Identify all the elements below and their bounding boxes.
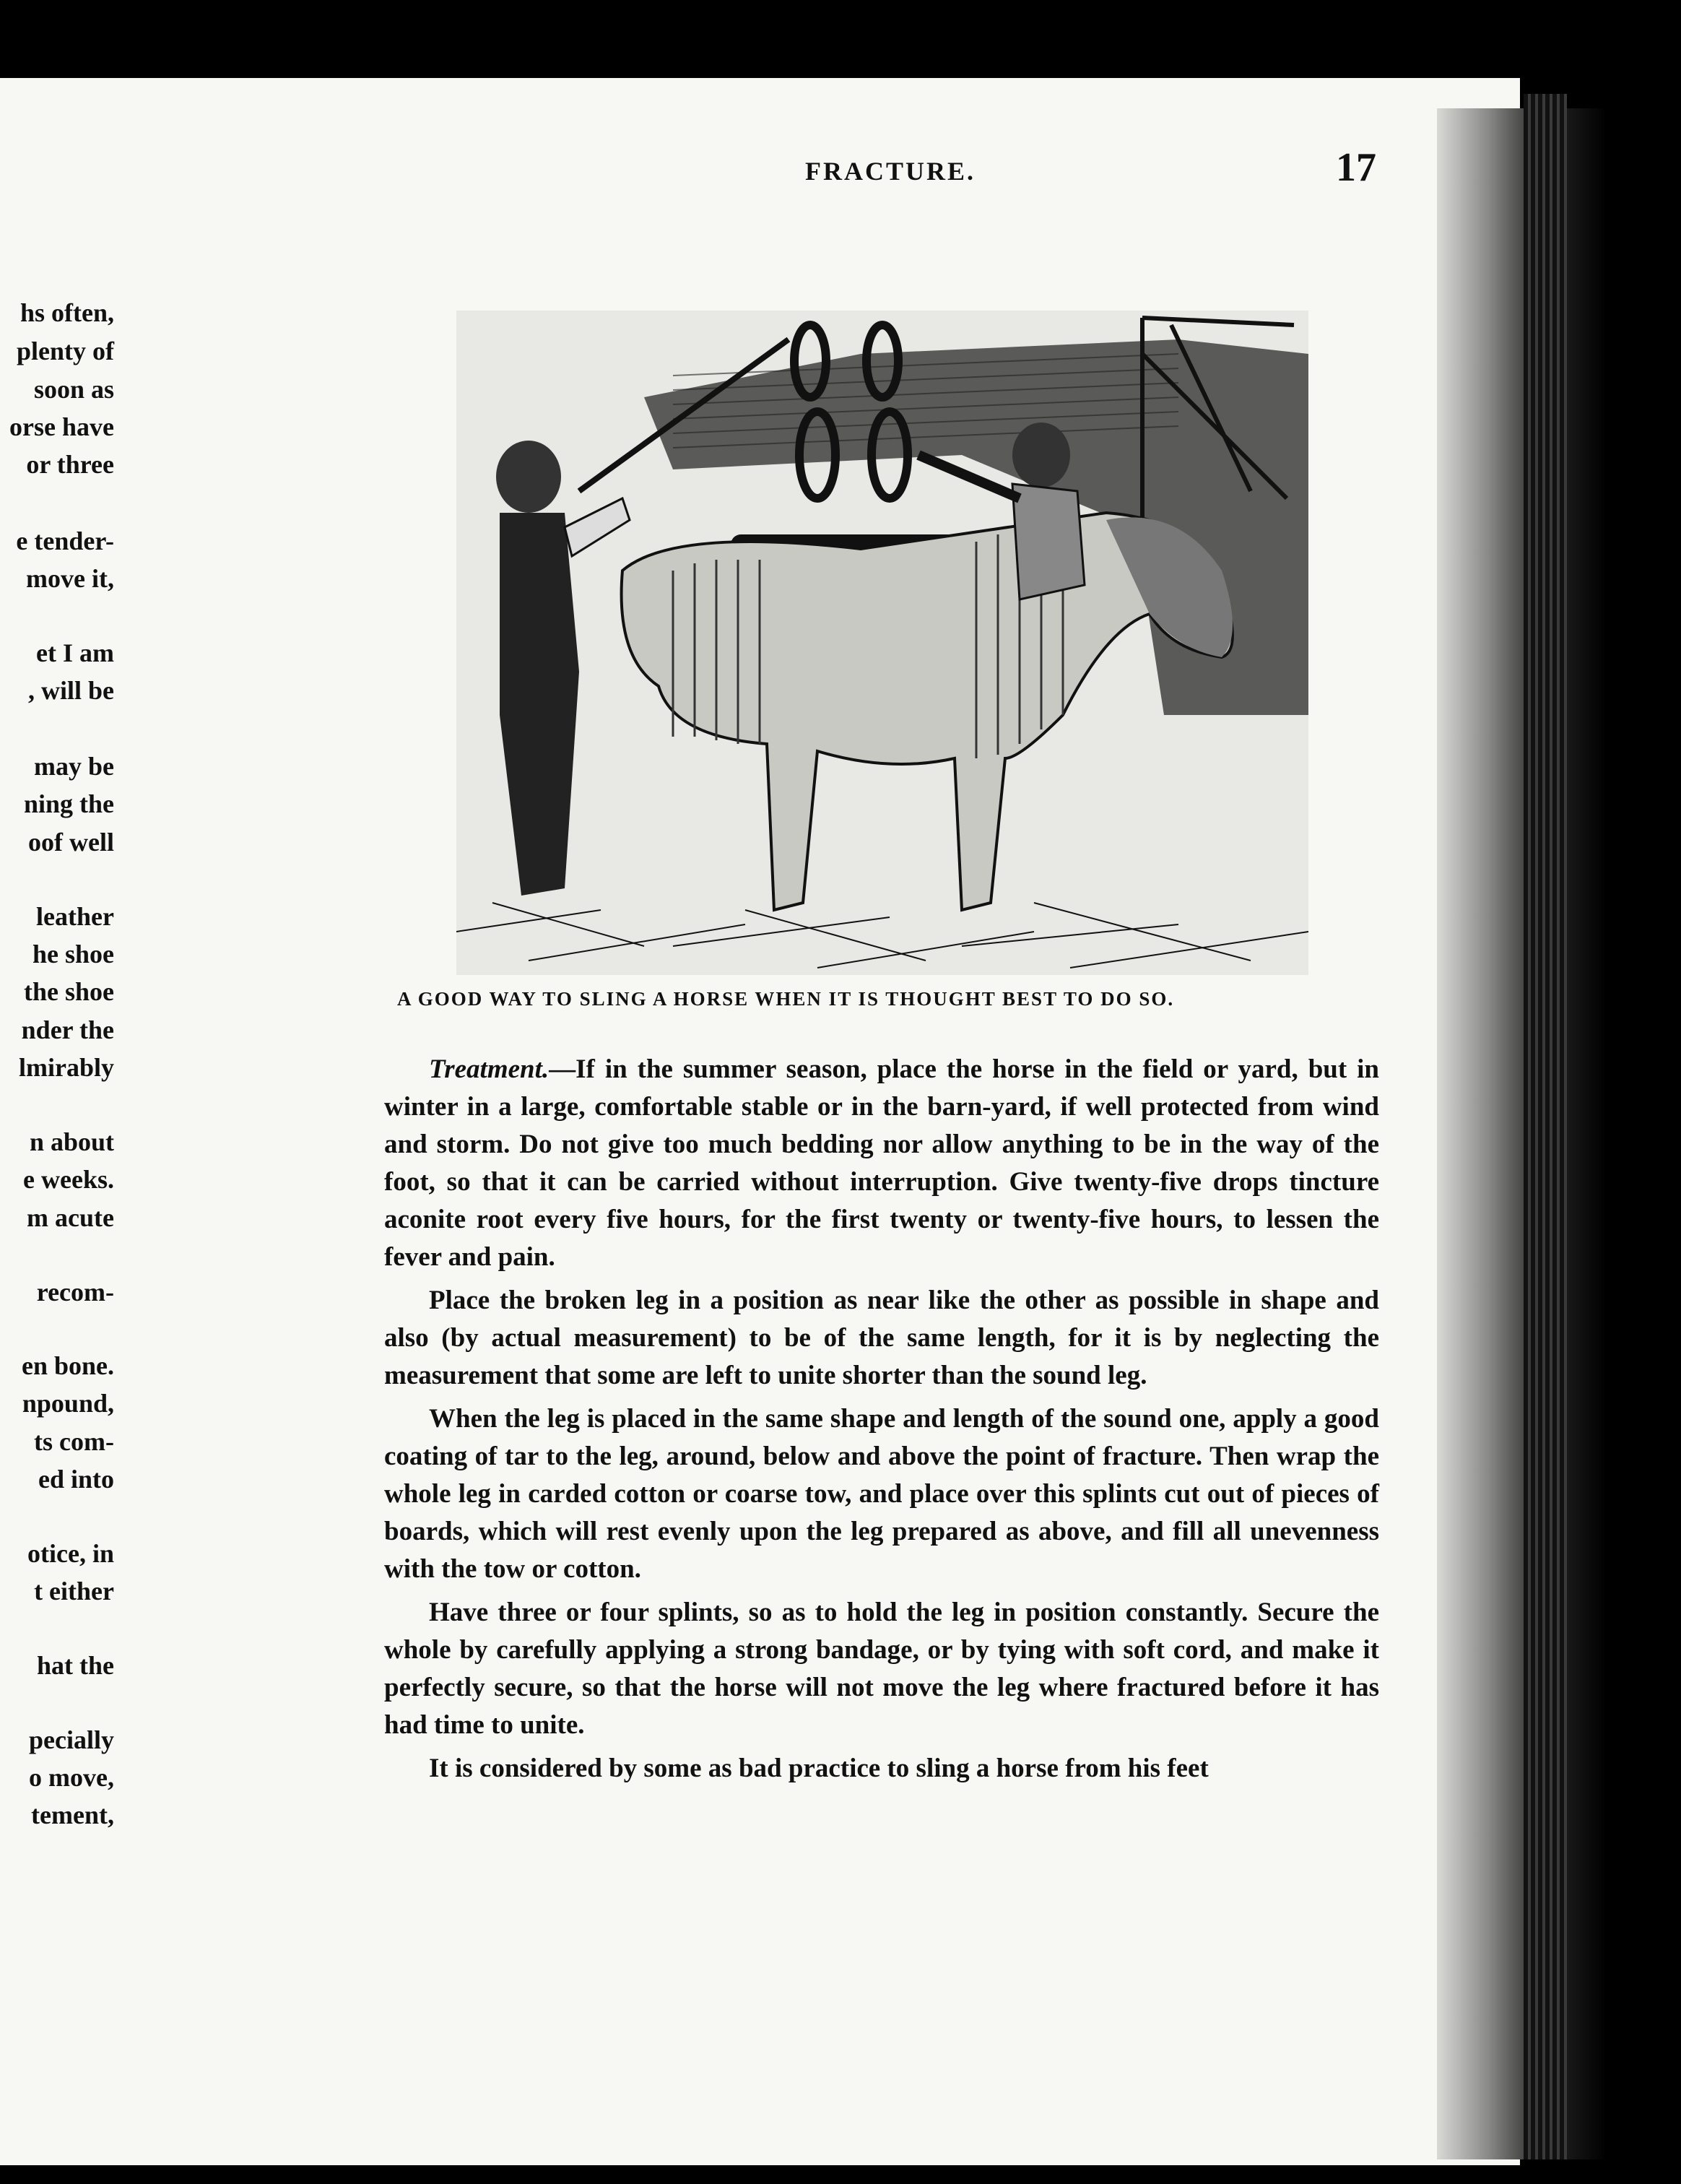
previous-page-line: , will be bbox=[27, 676, 114, 705]
previous-page-line: n about bbox=[29, 1127, 114, 1156]
previous-page-line: m acute bbox=[27, 1203, 114, 1232]
horse-sling-engraving bbox=[456, 311, 1308, 975]
body-text bbox=[384, 1051, 1379, 1793]
previous-page-line: pecially bbox=[29, 1725, 114, 1754]
previous-page-line: nder the bbox=[21, 1015, 114, 1044]
previous-page-line: he shoe bbox=[32, 940, 114, 968]
previous-page-line: en bone. bbox=[21, 1351, 114, 1380]
previous-page-line: et I am bbox=[36, 638, 114, 667]
previous-page-line: the shoe bbox=[24, 977, 114, 1006]
paragraph-apply-tar: When the leg is placed in the same shape and length of the sound one, apply a good coating of tar to the leg, around, below and above the point of fracture. Then wrap the whole leg in carded cotton or coarse tow, and place over this splints cut out of pieces of boards, which will rest evenly upon the leg prepared as above, and fill all unevenness with the tow or cotton. bbox=[384, 1404, 1379, 1584]
previous-page-line: oof well bbox=[28, 828, 114, 857]
previous-page-line: move it, bbox=[26, 564, 114, 593]
page-gutter-shadow bbox=[1437, 108, 1607, 2159]
previous-page-line: lmirably bbox=[19, 1053, 114, 1082]
running-head: FRACTURE. bbox=[805, 157, 976, 186]
previous-page-line: recom- bbox=[36, 1278, 114, 1306]
previous-page-line: hs often, bbox=[19, 298, 114, 327]
paragraph-sling: It is considered by some as bad practice to sling a horse from his feet bbox=[429, 1754, 1209, 1783]
previous-page-line: tement, bbox=[31, 1800, 114, 1829]
paragraph-place-leg: Place the broken leg in a position as near like the other as possible in shape and also (by actual measurement) to be of the same length, for it is by neglecting the measurement that some are left to unite shorter than the sound leg. bbox=[384, 1286, 1379, 1390]
previous-page-line: e weeks. bbox=[23, 1165, 114, 1194]
previous-page-line: o move, bbox=[29, 1763, 114, 1792]
previous-page-line: soon as bbox=[33, 375, 114, 404]
previous-page-line: plenty of bbox=[17, 337, 114, 365]
book-binding bbox=[1524, 94, 1567, 2159]
previous-page-line: orse have bbox=[9, 412, 114, 441]
paragraph-treatment bbox=[384, 1051, 1379, 1276]
previous-page-line: otice, in bbox=[27, 1539, 114, 1568]
previous-page-line: may be bbox=[34, 752, 114, 781]
treatment-text: —If in the summer season, place the horse in the field or yard, but in winter in a large, comfortable stable or in the barn-yard, if well protected from wind and storm. Do not give too much bedding nor allow anything to be in the way of the foot, so that it can be carried without interruption. Give twenty-five drops tincture aconite root every five hours, for the first twenty or twenty-five hours, to lessen the fever and pain. bbox=[384, 1054, 1379, 1272]
treatment-heading: Treatment. bbox=[429, 1054, 550, 1084]
page-number: 17 bbox=[1336, 145, 1376, 190]
previous-page-line: t either bbox=[34, 1577, 114, 1606]
previous-page-line: hat the bbox=[37, 1651, 114, 1680]
previous-page-line: ts com- bbox=[34, 1427, 114, 1456]
previous-page-line: or three bbox=[26, 450, 114, 479]
previous-page-line: npound, bbox=[22, 1389, 114, 1418]
illustration-caption: A GOOD WAY TO SLING A HORSE WHEN IT IS THOUGHT BEST TO DO SO. bbox=[397, 988, 1175, 1010]
previous-page-fragment bbox=[0, 0, 123, 2184]
previous-page-line: ning the bbox=[23, 789, 114, 818]
previous-page-line: leather bbox=[36, 902, 114, 931]
previous-page-line: e tender- bbox=[16, 526, 114, 555]
paragraph-splints: Have three or four splints, so as to hold the leg in position constantly. Secure the whole by carefully applying a strong bandage, or by tying with soft cord, and make it perfectly secure, so that the horse will not move the leg where fractured before it has had time to unite. bbox=[384, 1598, 1379, 1740]
previous-page-line: ed into bbox=[38, 1465, 114, 1494]
